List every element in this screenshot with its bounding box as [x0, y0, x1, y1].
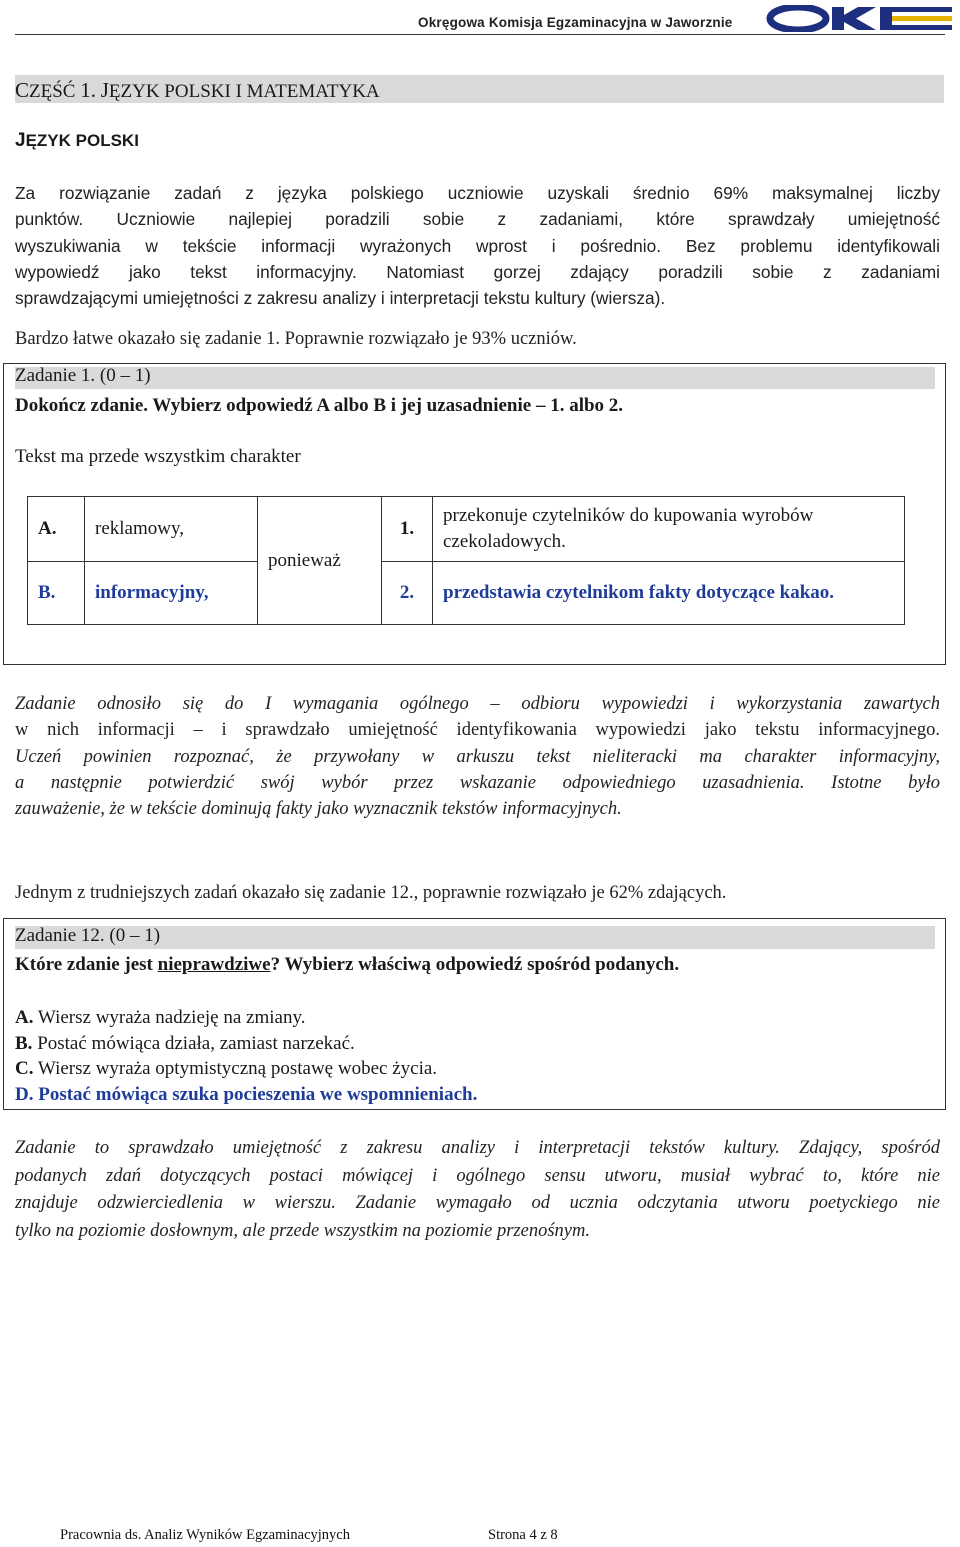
option-letter-b: B. — [28, 562, 85, 625]
option-a-text: reklamowy, — [85, 497, 258, 562]
task1-answer-table — [27, 496, 905, 625]
footer-department: Pracownia ds. Analiz Wyników Egzaminacyjnych — [60, 1527, 350, 1543]
task12-commentary: Zadanie to sprawdzało umiejętność z zakresu analizy i interpretacji tekstów kultury. Zdający, spośród podanych zdań dotyczących postaci mówiącej i ogólnego sensu utworu, musiał wybrać to, które nie znajduje odzwierciedlenia w wierszu. Zadanie wymagało od ucznia odczytania utworu poetyckiego nie tylko na poziomie dosłownym, ale przede wszystkim na poziomie przenośnym. — [15, 1138, 940, 1242]
oke-logo — [766, 5, 954, 32]
option-letter-a: A. — [28, 497, 85, 562]
task12-question: Które zdanie jest nieprawdziwe? Wybierz właściwą odpowiedź spośród podanych. — [15, 954, 680, 975]
task12-option-d: D. Postać mówiąca szuka pocieszenia we wspomnieniach. — [15, 1084, 478, 1106]
reason-2-text: przedstawia czytelnikom fakty dotyczące kakao. — [433, 562, 905, 625]
option-b-text: informacyjny, — [85, 562, 258, 625]
task1-instruction: Dokończ zdanie. Wybierz odpowiedź A albo B i jej uzasadnienie – 1. albo 2. — [15, 395, 624, 416]
reason-number-2: 2. — [382, 562, 433, 625]
intro-task1-summary: Bardzo łatwe okazało się zadanie 1. Poprawnie rozwiązało je 93% uczniów. — [15, 329, 577, 349]
task1-title-bar — [15, 367, 935, 389]
subsection-title: JĘZYK POLSKI — [15, 130, 139, 151]
task12-options — [15, 1005, 477, 1108]
intro-task12-summary: Jednym z trudniejszych zadań okazało się zadanie 12., poprawnie rozwiązało je 62% zdających. — [15, 883, 727, 903]
task1-stem: Tekst ma przede wszystkim charakter — [15, 446, 301, 467]
header-rule — [15, 34, 945, 35]
reason-number-1: 1. — [382, 497, 433, 562]
task12-option-c: C. Wiersz wyraża optymistyczną postawę wobec życia. — [15, 1058, 438, 1080]
task12-option-a: A. Wiersz wyraża nadzieję na zmiany. — [15, 1007, 306, 1028]
because-cell: ponieważ — [258, 497, 382, 625]
task12-title: Zadanie 12. (0 – 1) — [15, 925, 161, 946]
task1-commentary: Zadanie odnosiło się do I wymagania ogólnego – odbioru wypowiedzi i wykorzystania zawartych w nich informacji – i sprawdzało umiejętność identyfikowania wypowiedzi jako tekstu informacyjnego. Uczeń powinien rozpoznać, że przywołany w arkuszu tekst nieliteracki ma charakter informacyjny, a następnie potwierdzić swój wybór przez wskazanie odpowiedniego uzasadnienia. Istotne było zauważenie, że w tekście dominują fakty jako wyznacznik tekstów informacyjnych. — [15, 694, 940, 820]
task12-option-b: B. Postać mówiąca działa, zamiast narzekać. — [15, 1032, 355, 1054]
intro-paragraph: Za rozwiązanie zadań z języka polskiego uczniowie uzyskali średnio 69% maksymalnej liczby punktów. Uczniowie najlepiej poradzili sobie z zadaniami, które sprawdzały umiejętność wyszukiwania w tekście informacji wyrażonych wprost i pośrednio. Bez problemu identyfikowali wypowiedź jako tekst informacyjny. Natomiast gorzej zdający poradzili sobie z zadaniami sprawdzającymi umiejętności z zakresu analizy i interpretacji tekstu kultury (wiersza). — [15, 183, 940, 309]
header-org-name: Okręgowa Komisja Egzaminacyjna w Jaworznie — [418, 15, 733, 30]
reason-1-text: przekonuje czytelników do kupowania wyrobów czekoladowych. — [433, 497, 905, 562]
part-title: CZĘŚĆ 1. JĘZYK POLSKI I MATEMATYKA — [15, 78, 380, 102]
footer-page-number: Strona 4 z 8 — [488, 1527, 558, 1543]
task1-title: Zadanie 1. (0 – 1) — [15, 365, 151, 386]
